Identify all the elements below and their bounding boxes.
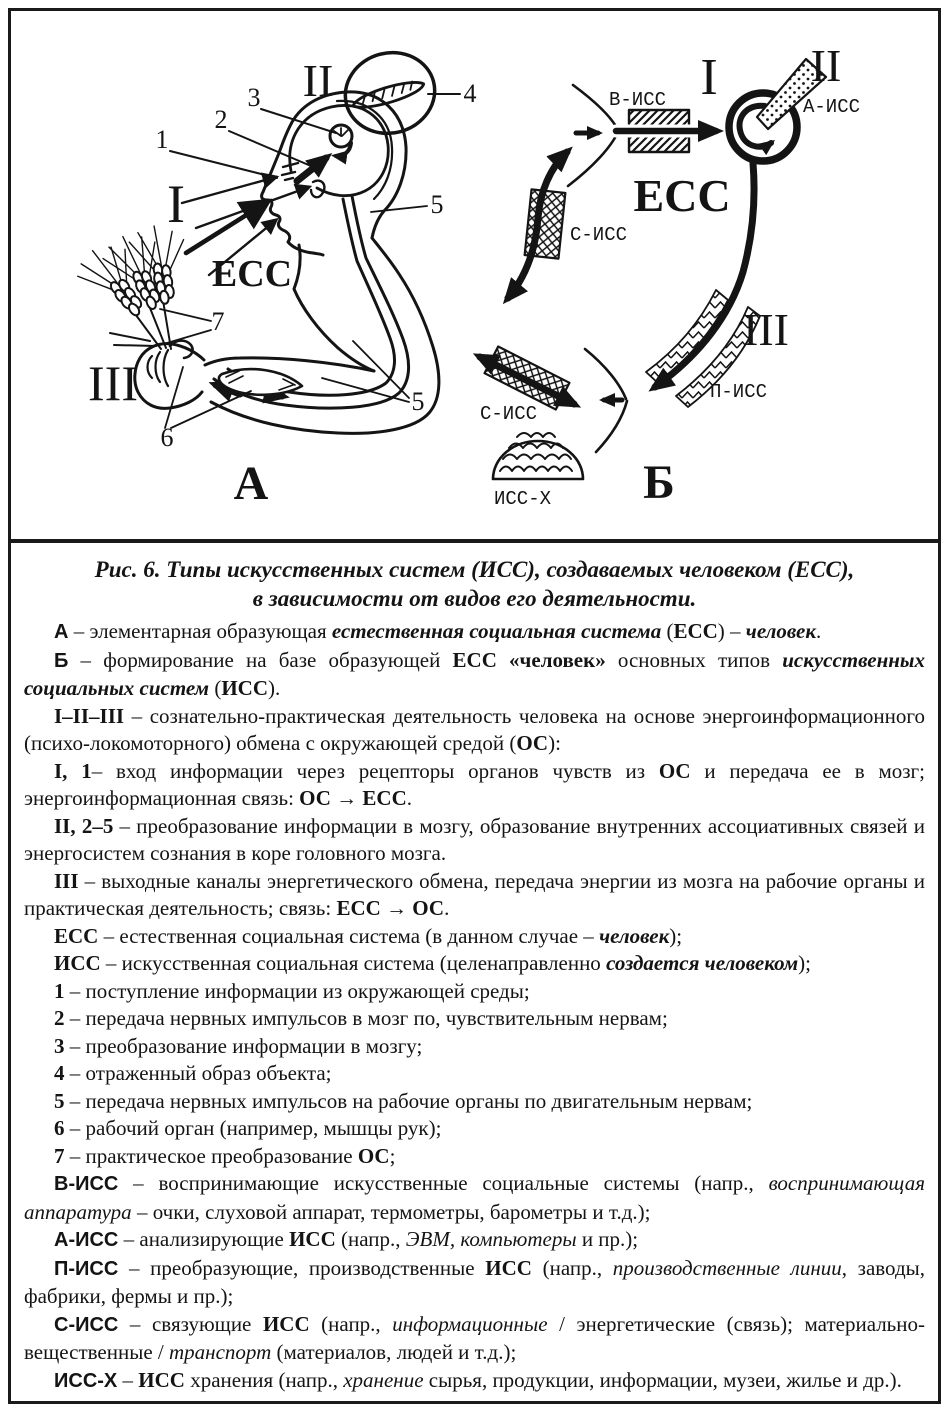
text-run: ИСС [485,1255,532,1280]
panel-b-s-iss-top-label: С-ИСС [570,224,628,246]
iss-x-dome-icon [493,433,583,479]
legend-paragraph [24,703,925,758]
text-run: ). [268,676,281,700]
text-run: – поступление информации из окружающей среды; [64,978,530,1003]
text-run: – преобразование информации в мозгу, образование внутренних ассоциативных связей и энергосистем сознания в коре головного мозга. [24,813,925,865]
panel-b-iss-x-label: ИСС-Х [494,488,552,510]
text-run: сырья, продукции, информации, музеи, жилье и др.). [423,1367,902,1392]
text-run: – воспринимающие искусственные социальные системы (напр., [118,1171,769,1195]
text-run: – отраженный образ объекта; [64,1061,332,1085]
figure-diagram [11,11,938,543]
text-run: ) – [717,619,746,643]
legend-paragraph [24,950,925,978]
text-run: . [816,619,822,643]
figure-caption-line-1: Рис. 6. Типы искусственных систем (ИСС), создаваемых человеком (ЕСС), [94,557,855,582]
panel-a-label-5-arm: 5 [411,387,425,416]
page-sheet [8,8,941,1404]
text-run: – связующие [118,1311,263,1336]
text-run: Б [54,649,69,672]
text-run: – передача нервных импульсов в мозг по, чувствительным нервам; [64,1006,668,1030]
text-run: 6 [54,1116,65,1140]
text-run: 5 [54,1088,65,1113]
text-run: I, 1 [54,758,92,783]
hair-inner-line [337,101,392,199]
text-run: . [406,786,413,810]
text-run: (напр., [531,1255,613,1280]
text-run: ; [389,1143,396,1168]
fist-fingers [148,350,169,386]
text-run: основных типов [605,647,783,672]
text-run: человек [745,619,816,643]
text-run: – практическое преобразование [64,1143,358,1168]
text-run: – преобразование информации в мозгу; [64,1033,423,1058]
panel-b-letter: Б [643,456,675,509]
wheat-icon [71,222,193,349]
text-run: хранения (напр., [184,1367,344,1392]
text-run: информационные [392,1311,548,1336]
legend-paragraph [24,1311,925,1367]
text-run: – естественная социальная система (в данном случае – [98,923,600,948]
panel-a-label-1: 1 [155,125,169,154]
text-run: ); [798,951,811,975]
text-run: ИСС [54,951,101,975]
panel-a-roman-i: I [167,174,185,234]
legend-paragraph [24,813,925,868]
text-run: А-ИСС [54,1229,119,1251]
text-run: / энергетические (связь); материально-вещественные / [24,1311,925,1364]
panel-a-ecc-label: ЕСС [211,253,293,295]
text-run: воспринимающая аппаратура [24,1171,925,1224]
text-run: создается человеком [606,951,799,975]
legend-paragraph [24,923,925,951]
panel-a-label-6: 6 [160,423,174,452]
panel-a-label-5-neck: 5 [430,190,444,219]
text-run: 7 [54,1143,65,1168]
text-run: С-ИСС [54,1313,119,1336]
panel-a [71,43,477,510]
text-run: ): [548,731,561,755]
legend-paragraph [24,618,925,647]
text-run: – преобразующие, производственные [118,1255,486,1280]
legend-paragraph [24,1170,925,1226]
legend-paragraph [24,1255,925,1311]
text-run: – формирование на базе образующей [68,647,453,672]
body-front-line [294,245,374,371]
text-run: ИСС [138,1367,185,1392]
legend [24,618,925,1395]
text-run: I–II–III [54,703,125,728]
panel-b-s-iss-bottom-label: С-ИСС [480,403,538,425]
text-run: 1 [54,978,65,1003]
text-run: человек [599,923,670,948]
text-run: (материалов, людей и т.д.); [271,1340,517,1364]
text-run: В-ИСС [54,1173,119,1195]
legend-paragraph [24,1143,925,1171]
text-run: – сознательно-практическая деятельность человека на основе энергоинформационного (психо-локомоторного) обмена с окружающей средой ( [24,703,925,755]
nerve-line-inner [228,199,395,395]
text-run: П-ИСС [54,1257,119,1280]
text-run: – передача нервных импульсов на рабочие органы по двигательным нервам; [64,1088,753,1113]
panel-b-ecc-label: ЕСС [633,170,731,221]
text-run: – рабочий орган (например, мышцы рук); [64,1116,442,1140]
text-run: хранение [343,1367,424,1392]
text-run: ); [669,923,683,948]
text-run: – анализирующие [118,1227,290,1251]
text-run: – искусственная социальная система (целенаправленно [100,951,607,975]
text-run: производственные линии [612,1255,842,1280]
text-run: 2 [54,1006,65,1030]
text-run: ОС → ЕСС [299,786,407,810]
text-run: ОС [516,731,549,755]
legend-paragraph [24,647,925,703]
panel-a-label-7: 7 [211,307,225,336]
text-run: 3 [54,1033,65,1058]
legend-paragraph [24,758,925,813]
legend-paragraph [24,1033,925,1061]
text-run: 4 [54,1061,65,1085]
panel-b-roman-ii: II [810,40,842,91]
text-run: (напр., [309,1311,393,1336]
text-run: и пр.); [576,1227,639,1251]
panel-a-label-2: 2 [214,105,228,134]
brain-core-icon [330,125,352,156]
panel-a-label-4: 4 [463,79,477,108]
figure-legend-area [11,543,938,1401]
text-run: транспорт [168,1340,272,1364]
text-run: А [54,621,69,643]
legend-paragraph [24,1060,925,1088]
text-run: ИСС [262,1311,310,1336]
panel-b-roman-iii: III [743,304,789,355]
legend-paragraph [24,1005,925,1033]
text-run: «человек» [509,647,606,672]
panel-b-p-iss-label: П-ИСС [710,381,768,403]
text-run: искусственных социальных систем [24,647,925,700]
panel-b-a-iss-label: А-ИСС [803,96,861,118]
text-run: ЭВМ, компьютеры [405,1227,577,1251]
panel-a-label-3: 3 [247,83,261,112]
panel-b-v-iss-label: В-ИСС [609,89,667,111]
text-run: ЕСС [54,923,99,948]
text-run: ( [209,676,222,700]
legend-paragraph [24,1115,925,1143]
text-run: ЕСС [452,647,497,672]
legend-paragraph [24,1226,925,1255]
text-run: ОС [658,758,691,783]
legend-paragraph [24,868,925,923]
text-run: III [54,868,79,893]
text-run: ЕСС → ОС [336,896,445,920]
text-run: , заводы, фабрики, фермы и пр.); [24,1255,925,1308]
text-run: II, 2–5 [54,813,114,838]
text-run: – [117,1367,139,1392]
text-run: . [444,896,450,920]
text-run: ОС [357,1143,390,1168]
panel-a-roman-ii: II [302,55,334,106]
panel-a-roman-iii: III [88,355,138,411]
brain-outline [290,105,389,195]
text-run: ИСС [221,676,268,700]
fist-icon [135,344,204,409]
text-run: – выходные каналы энергетического обмена, передача энергии из мозга на рабочие органы и практическая деятельность; связь: [24,868,925,920]
text-run [497,648,509,672]
legend-paragraph [24,978,925,1006]
figure-svg [11,11,938,539]
text-run: – элементарная образующая [68,619,332,643]
text-run: (напр., [335,1227,406,1251]
legend-paragraph [24,1088,925,1116]
legend-paragraph [24,1367,925,1396]
text-run: ИСС-Х [54,1369,118,1392]
text-run: ( [661,619,674,643]
figure-caption-line-2: в зависимости от видов его деятельности. [252,586,697,611]
text-run: и передача ее в мозг; энергоинформационная связь: [24,758,925,810]
text-run: ИСС [289,1227,336,1251]
panel-b-roman-i: I [700,49,718,106]
panel-a-letter: А [233,457,269,510]
text-run: – очки, слуховой аппарат, термометры, барометры и т.д.); [131,1199,651,1224]
figure-caption [24,555,925,613]
text-run: – вход информации через рецепторы органов чувств из [91,758,659,783]
text-run: ЕСС [673,619,718,643]
text-run: естественная социальная система [331,619,662,643]
panel-b [480,40,860,510]
